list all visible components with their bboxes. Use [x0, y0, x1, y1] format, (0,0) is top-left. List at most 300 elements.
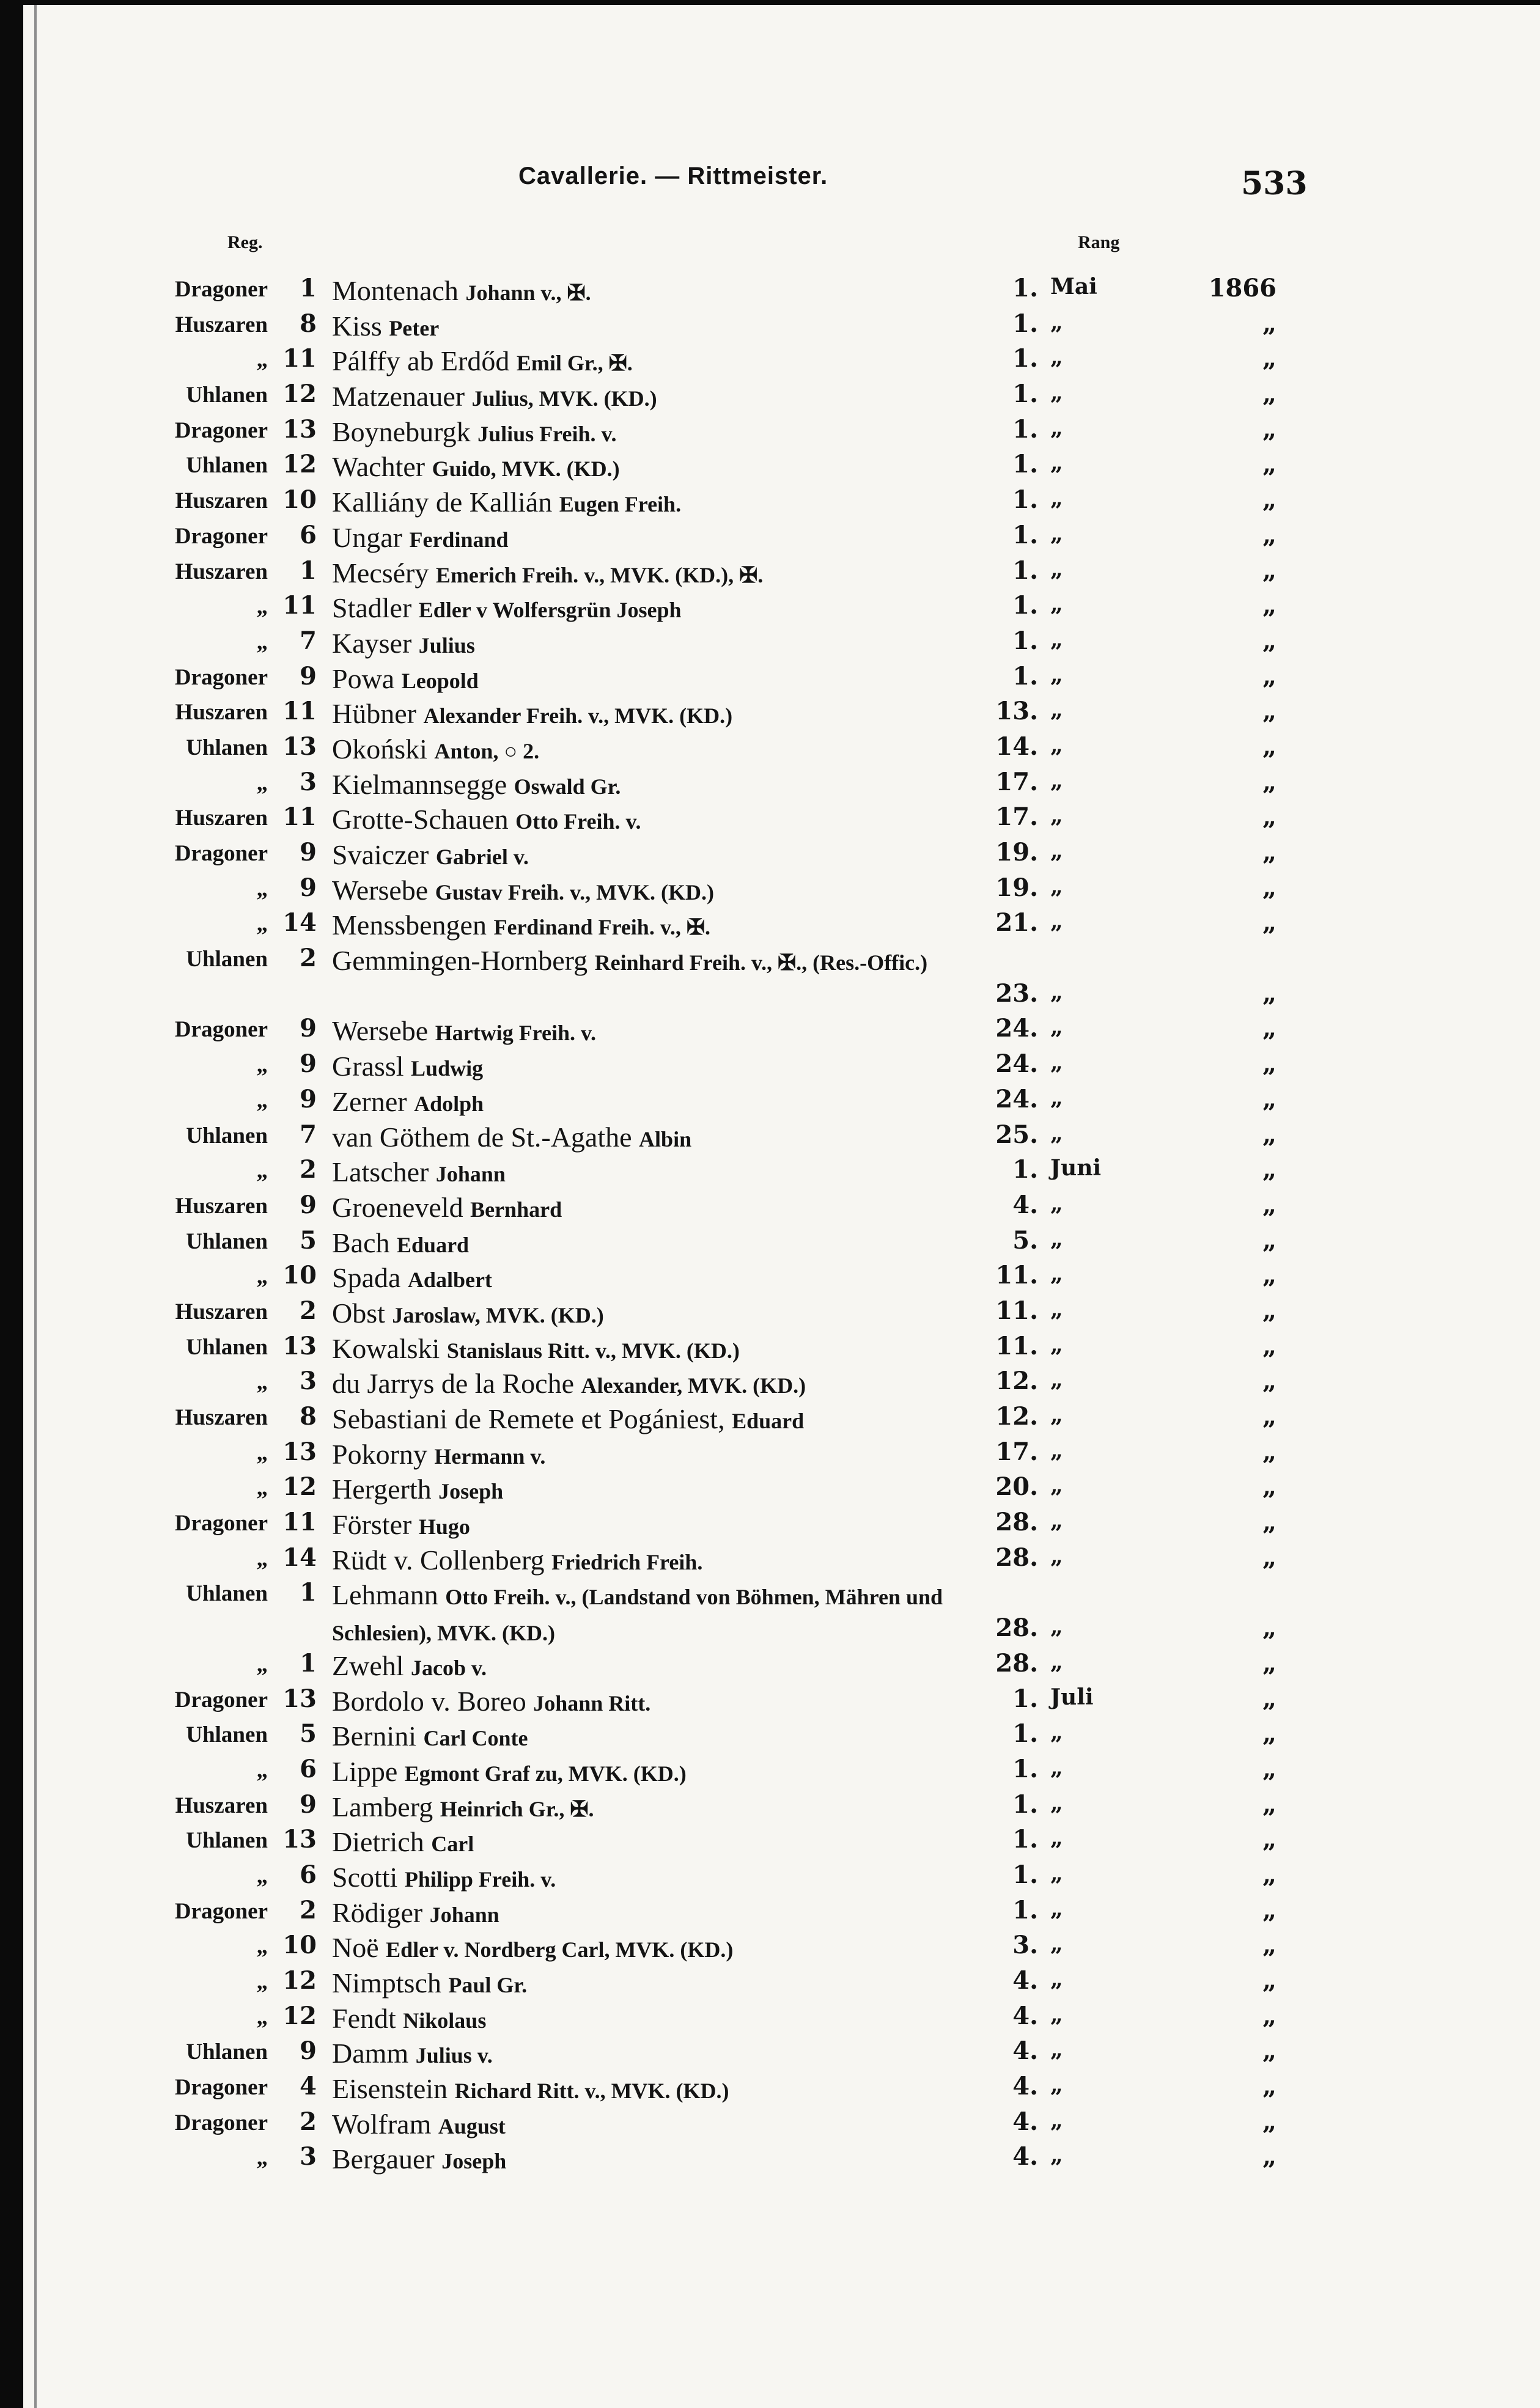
- officer-name: [332, 2142, 998, 2178]
- officer-given-name: Joseph: [438, 1479, 504, 1504]
- officer-given-name: Oswald Gr.: [514, 774, 621, 799]
- officer-given-name: Egmont Graf zu, MVK. (KD.): [404, 1761, 687, 1786]
- rank-day: 24.: [995, 1014, 1038, 1043]
- rank-day: 1.: [1012, 1754, 1038, 1783]
- page-number: 533: [1241, 165, 1308, 202]
- regiment-type: Dragoner: [174, 277, 268, 302]
- list-item: [23, 1857, 1540, 1892]
- rank-year: „: [1262, 1296, 1277, 1325]
- officer-surname: Lippe: [332, 1755, 398, 1787]
- document-page: [23, 5, 1540, 2408]
- regiment-number: 2: [300, 1895, 317, 1925]
- regiment-number: 11: [282, 591, 317, 620]
- rank-day: 17.: [995, 767, 1038, 796]
- officer-name: [332, 944, 998, 980]
- officer-surname: Bergauer: [332, 2143, 435, 2175]
- rank-month: „: [1050, 520, 1063, 546]
- officer-given-name: Gustav Freih. v., MVK. (KD.): [435, 879, 715, 905]
- regiment-number: 10: [282, 485, 317, 515]
- officer-surname: Spada: [332, 1262, 401, 1294]
- rank-month: „: [1050, 1754, 1063, 1780]
- officer-given-name: Leopold: [401, 668, 479, 693]
- officer-given-name: Otto Freih. v.: [515, 809, 641, 834]
- list-item: [23, 1117, 1540, 1152]
- officer-surname: Grassl: [332, 1051, 404, 1082]
- regiment-number: 3: [300, 1367, 317, 1396]
- rank-month: Juli: [1050, 1684, 1094, 1710]
- officer-list: [23, 270, 1540, 2174]
- regiment-type: Dragoner: [174, 2075, 268, 2101]
- list-item: [23, 482, 1540, 517]
- officer-surname: Fendt: [332, 2002, 396, 2034]
- list-item: [23, 1504, 1540, 1540]
- list-item: [23, 1151, 1540, 1187]
- regiment-type: Uhlanen: [186, 1828, 268, 1854]
- rank-day: 3.: [1012, 1931, 1038, 1960]
- officer-surname: Lehmann: [332, 1579, 438, 1611]
- rank-day: 1.: [1012, 274, 1038, 303]
- regiment-number: 14: [282, 908, 317, 938]
- rank-day: 24.: [995, 1049, 1038, 1079]
- regiment-number: 9: [300, 661, 317, 691]
- list-item: [23, 764, 1540, 799]
- officer-given-name: Eduard: [397, 1232, 470, 1257]
- rank-day: 21.: [995, 908, 1038, 938]
- officer-name: [332, 380, 998, 416]
- rank-day: 28.: [995, 1613, 1038, 1643]
- officer-name: [332, 873, 998, 909]
- rank-day: 14.: [995, 732, 1038, 761]
- officer-surname: Förster: [332, 1509, 412, 1541]
- officer-surname: Svaiczer: [332, 839, 429, 870]
- officer-given-name: Bernhard: [470, 1197, 562, 1222]
- rank-month: „: [1050, 873, 1063, 899]
- rank-year: „: [1262, 556, 1277, 585]
- rank-month: „: [1050, 1367, 1063, 1393]
- regiment-type: „: [256, 1757, 268, 1783]
- officer-surname: Hübner: [332, 698, 416, 730]
- rank-month: „: [1050, 1966, 1063, 1992]
- rank-month: „: [1050, 380, 1063, 406]
- officer-surname: Dietrich: [332, 1826, 424, 1858]
- regiment-number: 13: [282, 1825, 317, 1854]
- regiment-number: 11: [282, 344, 317, 373]
- list-item: [23, 1046, 1540, 1081]
- regiment-number: 13: [282, 414, 317, 444]
- rank-day: 1.: [1012, 344, 1038, 373]
- regiment-type: Uhlanen: [186, 383, 268, 408]
- officer-surname: Matzenauer: [332, 381, 465, 413]
- regiment-number: 12: [282, 380, 317, 409]
- rank-month: „: [1050, 2036, 1063, 2063]
- regiment-type: Dragoner: [174, 1511, 268, 1536]
- officer-surname: Kayser: [332, 627, 412, 659]
- officer-name: [332, 2072, 998, 2108]
- rank-month: „: [1050, 344, 1063, 370]
- rank-day: 1.: [1012, 1684, 1038, 1713]
- officer-name: [332, 1896, 998, 1932]
- list-item: [23, 905, 1540, 940]
- officer-name: [332, 1332, 998, 1368]
- regiment-number: 11: [282, 802, 317, 832]
- rank-year: „: [1262, 1754, 1277, 1783]
- rank-day: 1.: [1012, 626, 1038, 655]
- column-header-regiment: Reg.: [227, 232, 263, 252]
- list-item: [23, 940, 1540, 1010]
- rank-day: 12.: [995, 1402, 1038, 1431]
- officer-surname: Obst: [332, 1297, 385, 1329]
- rank-year: „: [1262, 520, 1277, 549]
- officer-name: [332, 732, 998, 768]
- rank-year: „: [1262, 485, 1277, 515]
- officer-given-name: Emerich Freih. v., MVK. (KD.), ✠.: [435, 562, 764, 587]
- list-item: [23, 1187, 1540, 1222]
- officer-surname: Latscher: [332, 1156, 429, 1188]
- regiment-type: Uhlanen: [186, 947, 268, 972]
- rank-day: 13.: [995, 697, 1038, 726]
- regiment-type: Huszaren: [175, 700, 268, 725]
- rank-year: „: [1262, 1120, 1277, 1149]
- officer-surname: Kiss: [332, 310, 382, 342]
- rank-month: „: [1050, 414, 1063, 441]
- rank-day: 11.: [995, 1296, 1038, 1325]
- regiment-number: 3: [300, 767, 317, 796]
- regiment-type: Huszaren: [175, 1793, 268, 1818]
- officer-given-name: August: [438, 2113, 506, 2138]
- list-item: [23, 1998, 1540, 2033]
- officer-given-name: Otto Freih. v., (Landstand von Böhmen, Mähren und Schlesien), MVK. (KD.): [332, 1585, 943, 1646]
- list-item: [23, 1293, 1540, 1328]
- rank-year: „: [1262, 661, 1277, 691]
- regiment-type: „: [256, 1651, 268, 1677]
- list-item: [23, 799, 1540, 834]
- regiment-number: 9: [300, 873, 317, 902]
- officer-surname: Bach: [332, 1227, 390, 1258]
- list-item: [23, 834, 1540, 870]
- officer-given-name: Carl Conte: [423, 1726, 528, 1751]
- officer-given-name: Hermann v.: [434, 1444, 546, 1469]
- officer-given-name: Guido, MVK. (KD.): [432, 457, 620, 482]
- officer-name: [332, 1649, 998, 1685]
- regiment-number: 2: [300, 1155, 317, 1184]
- regiment-number: 1: [300, 274, 317, 303]
- regiment-number: 12: [282, 1472, 317, 1502]
- officer-name: [332, 662, 998, 698]
- officer-name: [332, 1049, 998, 1085]
- rank-year: 1866: [1208, 274, 1277, 303]
- rank-day: 4.: [1012, 2001, 1038, 2030]
- officer-name: [332, 521, 998, 557]
- officer-name: [332, 1790, 998, 1826]
- rank-day: 4.: [1012, 2036, 1038, 2066]
- officer-given-name: Paul Gr.: [448, 1973, 528, 1998]
- rank-month: „: [1050, 1895, 1063, 1922]
- rank-month: „: [1050, 908, 1063, 934]
- regiment-type: Uhlanen: [186, 2039, 268, 2065]
- rank-month: „: [1050, 697, 1063, 723]
- rank-day: 25.: [995, 1120, 1038, 1149]
- officer-given-name: Ludwig: [411, 1056, 484, 1081]
- officer-surname: Wersebe: [332, 1015, 429, 1047]
- rank-year: „: [1262, 802, 1277, 832]
- rank-day: 23.: [995, 979, 1038, 1008]
- rank-month: „: [1050, 979, 1063, 1005]
- regiment-number: 13: [282, 1684, 317, 1713]
- officer-surname: Grotte-Schauen: [332, 804, 509, 835]
- regiment-type: Huszaren: [175, 1405, 268, 1431]
- officer-surname: Kielmannsegge: [332, 768, 507, 800]
- rank-day: 1.: [1012, 520, 1038, 549]
- officer-given-name: Hugo: [418, 1514, 470, 1540]
- rank-month: „: [1050, 1719, 1063, 1745]
- list-item: [23, 587, 1540, 623]
- regiment-number: 7: [300, 1120, 317, 1149]
- officer-surname: Boyneburgk: [332, 416, 471, 447]
- regiment-type: „: [256, 876, 268, 901]
- rank-month: „: [1050, 1261, 1063, 1287]
- regiment-number: 13: [282, 1437, 317, 1466]
- rank-month: „: [1050, 1613, 1063, 1640]
- rank-year: „: [1262, 1084, 1277, 1114]
- officer-given-name: Albin: [639, 1126, 692, 1151]
- list-item: [23, 1434, 1540, 1469]
- officer-surname: Wolfram: [332, 2108, 432, 2140]
- officer-given-name: Adolph: [414, 1091, 484, 1116]
- rank-month: „: [1050, 1225, 1063, 1252]
- regiment-type: „: [256, 1546, 268, 1571]
- rank-day: 1.: [1012, 1860, 1038, 1889]
- officer-given-name: Richard Ritt. v., MVK. (KD.): [454, 2079, 729, 2104]
- list-item: [23, 1786, 1540, 1822]
- regiment-number: 10: [282, 1261, 317, 1290]
- officer-name: [332, 591, 998, 627]
- regiment-number: 9: [300, 1049, 317, 1079]
- regiment-number: 9: [300, 2036, 317, 2066]
- regiment-number: 1: [300, 556, 317, 585]
- officer-surname: Rödiger: [332, 1896, 423, 1928]
- rank-day: 1.: [1012, 1895, 1038, 1925]
- rank-year: „: [1262, 1190, 1277, 1219]
- list-item: [23, 1363, 1540, 1398]
- rank-month: „: [1050, 1789, 1063, 1816]
- officer-name: [332, 415, 998, 451]
- officer-given-name: Carl: [431, 1832, 474, 1857]
- list-item: [23, 552, 1540, 588]
- list-item: [23, 1892, 1540, 1928]
- officer-surname: Rüdt v. Collenberg: [332, 1544, 545, 1576]
- rank-year: „: [1262, 344, 1277, 373]
- officer-surname: Kowalski: [332, 1332, 440, 1364]
- rank-month: „: [1050, 1084, 1063, 1110]
- rank-year: „: [1262, 1014, 1277, 1043]
- rank-month: „: [1050, 1014, 1063, 1040]
- regiment-type: Huszaren: [175, 1299, 268, 1324]
- officer-name: [332, 1014, 998, 1050]
- officer-given-name: Adalbert: [407, 1268, 492, 1293]
- rank-day: 28.: [995, 1543, 1038, 1572]
- rank-year: „: [1262, 2036, 1277, 2066]
- rank-day: 19.: [995, 838, 1038, 867]
- officer-name: [332, 802, 998, 839]
- rank-day: 5.: [1012, 1225, 1038, 1255]
- rank-month: „: [1050, 309, 1063, 335]
- rank-day: 1.: [1012, 1789, 1038, 1819]
- rank-day: 1.: [1012, 485, 1038, 515]
- regiment-type: Dragoner: [174, 841, 268, 866]
- list-item: [23, 2104, 1540, 2139]
- officer-surname: Wersebe: [332, 874, 429, 906]
- officer-surname: Zerner: [332, 1085, 407, 1117]
- officer-given-name: Edler v Wolfersgrün Joseph: [418, 598, 682, 623]
- list-item: [23, 2068, 1540, 2104]
- regiment-type: „: [256, 911, 268, 937]
- regiment-number: 1: [300, 1648, 317, 1678]
- officer-given-name: Alexander Freih. v., MVK. (KD.): [423, 703, 733, 729]
- rank-month: „: [1050, 1648, 1063, 1675]
- rank-day: 4.: [1012, 2107, 1038, 2136]
- officer-given-name: Julius v.: [415, 2043, 493, 2068]
- regiment-number: 9: [300, 838, 317, 867]
- officer-given-name: Nikolaus: [403, 2008, 487, 2033]
- rank-day: 19.: [995, 873, 1038, 902]
- rank-year: „: [1262, 626, 1277, 655]
- officer-surname: Bordolo v. Boreo: [332, 1685, 526, 1717]
- regiment-type: „: [256, 2145, 268, 2171]
- officer-given-name: Emil Gr., ✠.: [516, 351, 633, 376]
- officer-surname: du Jarrys de la Roche: [332, 1368, 574, 1400]
- list-item: [23, 517, 1540, 552]
- rank-day: 1.: [1012, 1825, 1038, 1854]
- list-item: [23, 1927, 1540, 1962]
- regiment-type: „: [256, 770, 268, 796]
- rank-month: Juni: [1050, 1155, 1102, 1181]
- officer-surname: Lamberg: [332, 1791, 433, 1823]
- rank-day: 28.: [995, 1508, 1038, 1537]
- rank-year: „: [1262, 2072, 1277, 2101]
- rank-day: 1.: [1012, 556, 1038, 585]
- officer-given-name: Johann: [435, 1162, 506, 1187]
- rank-month: „: [1050, 1472, 1063, 1499]
- rank-year: „: [1262, 873, 1277, 902]
- officer-name: [332, 1578, 998, 1650]
- rank-day: 1.: [1012, 380, 1038, 409]
- rank-month: „: [1050, 2072, 1063, 2098]
- officer-given-name: Julius Freih. v.: [477, 421, 617, 446]
- regiment-number: 14: [282, 1543, 317, 1572]
- list-item: [23, 1751, 1540, 1786]
- list-item: [23, 1222, 1540, 1258]
- rank-year: „: [1262, 380, 1277, 409]
- rank-month: „: [1050, 626, 1063, 652]
- regiment-number: 5: [300, 1719, 317, 1749]
- regiment-type: Dragoner: [174, 1017, 268, 1043]
- regiment-number: 3: [300, 2142, 317, 2171]
- rank-day: 1.: [1012, 309, 1038, 338]
- rank-year: „: [1262, 2107, 1277, 2136]
- officer-name: [332, 1120, 998, 1156]
- officer-given-name: Ferdinand Freih. v., ✠.: [493, 915, 711, 940]
- regiment-type: Dragoner: [174, 1898, 268, 1924]
- regiment-number: 9: [300, 1190, 317, 1219]
- rank-month: „: [1050, 1331, 1063, 1357]
- rank-year: „: [1262, 1225, 1277, 1255]
- officer-given-name: Gabriel v.: [435, 845, 529, 869]
- list-item: [23, 729, 1540, 764]
- rank-day: 4.: [1012, 1966, 1038, 1995]
- regiment-type: „: [256, 347, 268, 373]
- rank-year: „: [1262, 1508, 1277, 1537]
- officer-surname: Damm: [332, 2038, 409, 2069]
- rank-year: „: [1262, 1613, 1277, 1643]
- regiment-number: 13: [282, 1331, 317, 1360]
- rank-year: „: [1262, 1895, 1277, 1925]
- officer-surname: Pokorny: [332, 1438, 427, 1470]
- regiment-number: 2: [300, 1296, 317, 1325]
- rank-year: „: [1262, 309, 1277, 338]
- rank-day: 1.: [1012, 661, 1038, 691]
- list-item: [23, 446, 1540, 482]
- regiment-type: „: [256, 1969, 268, 1995]
- officer-given-name: Ferdinand: [409, 527, 509, 552]
- regiment-number: 7: [300, 626, 317, 655]
- officer-name: [332, 1931, 998, 1967]
- officer-name: [332, 344, 998, 380]
- list-item: [23, 1962, 1540, 1998]
- regiment-type: Uhlanen: [186, 453, 268, 479]
- rank-day: 1.: [1012, 450, 1038, 479]
- officer-name: [332, 1684, 998, 1720]
- list-item: [23, 270, 1540, 306]
- officer-surname: Hergerth: [332, 1474, 432, 1505]
- officer-surname: Mecséry: [332, 557, 429, 589]
- rank-year: „: [1262, 1155, 1277, 1184]
- rank-year: „: [1262, 2001, 1277, 2030]
- regiment-type: Huszaren: [175, 312, 268, 337]
- officer-surname: van Göthem de St.-Agathe: [332, 1121, 632, 1153]
- rank-month: „: [1050, 591, 1063, 617]
- officer-surname: Montenach: [332, 275, 459, 306]
- rank-year: „: [1262, 1261, 1277, 1290]
- officer-name: [332, 1191, 998, 1227]
- regiment-number: 12: [282, 2001, 317, 2030]
- officer-surname: Sebastiani de Remete et Pogániest,: [332, 1403, 725, 1435]
- rank-month: „: [1050, 732, 1063, 758]
- rank-month: „: [1050, 802, 1063, 829]
- rank-day: 12.: [995, 1367, 1038, 1396]
- regiment-type: Dragoner: [174, 417, 268, 443]
- officer-surname: Gemmingen-Hornberg: [332, 945, 588, 977]
- rank-year: „: [1262, 732, 1277, 761]
- officer-given-name: Reinhard Freih. v., ✠., (Res.-Offic.): [594, 950, 928, 975]
- rank-day: 1.: [1012, 591, 1038, 620]
- rank-year: „: [1262, 979, 1277, 1008]
- officer-surname: Powa: [332, 663, 395, 694]
- officer-name: [332, 1825, 998, 1861]
- officer-name: [332, 1860, 998, 1896]
- regiment-number: 8: [300, 309, 317, 338]
- regiment-number: 2: [300, 944, 317, 973]
- list-item: [23, 1681, 1540, 1716]
- officer-surname: Zwehl: [332, 1650, 404, 1681]
- officer-name: [332, 626, 998, 663]
- regiment-type: Uhlanen: [186, 1581, 268, 1607]
- regiment-type: „: [256, 1475, 268, 1501]
- list-item: [23, 1574, 1540, 1645]
- officer-given-name: Hartwig Freih. v.: [435, 1021, 597, 1046]
- officer-given-name: Johann v., ✠.: [465, 281, 591, 305]
- officer-name: [332, 1755, 998, 1791]
- regiment-type: Dragoner: [174, 2110, 268, 2135]
